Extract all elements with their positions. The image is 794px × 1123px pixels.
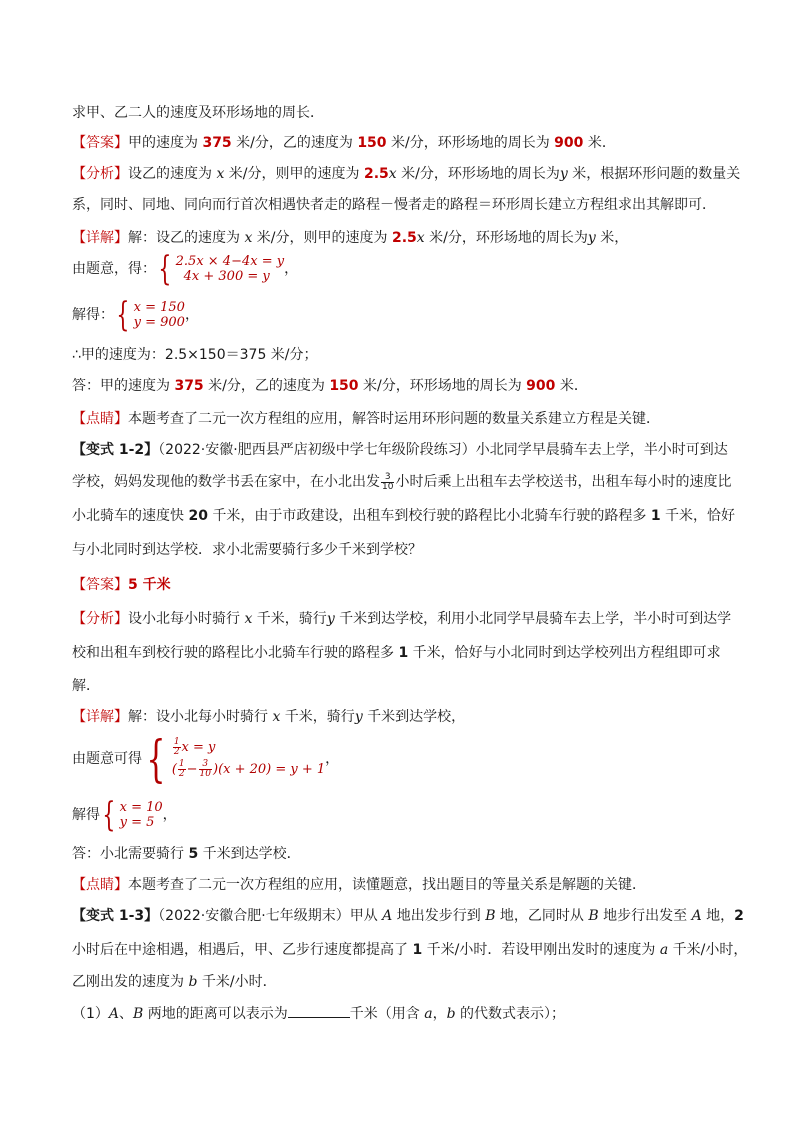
variant-1-3: 【变式 1-3】（2022·安徽合肥·七年级期末）甲从 A 地出发步行到 B 地，乙同时从 B 地步行出发至 A 地，2	[72, 908, 744, 924]
variant-1-3-line2: 小时后在中途相遇，相遇后，甲、乙步行速度都提高了 1 千米/小时．若设甲刚出发时的速度为 a 千米/小时，	[72, 942, 748, 958]
brace-icon: {	[146, 730, 166, 788]
detail-2: 【详解】解：设小北每小时骑行 x 千米，骑行y 千米到达学校，	[72, 709, 466, 725]
variant-1-2-line3: 小北骑车的速度快 20 千米，由于市政建设，出租车到校行驶的路程比小北骑车行驶的路程多 1 千米，恰好	[72, 508, 736, 524]
equation-system-1: 由题意，得：{ 2.5x × 4−4x = y 4x + 300 = y ，	[72, 249, 299, 289]
brace-icon: {	[102, 795, 116, 835]
analysis-1: 【分析】设乙的速度为 x 米/分，则甲的速度为 2.5x 米/分，环形场地的周长为y 米，根据环形问题的数量关	[72, 166, 741, 182]
detail-1: 【详解】解：设乙的速度为 x 米/分，则甲的速度为 2.5x 米/分，环形场地的周长为y 米，	[72, 230, 629, 246]
equation-system-2: 由题意可得{ $\frac{1}{2}$ x = y ( $\frac{1}{2}$ − $\frac{3}{10}$ )(x + 20) = y + 1 ，	[72, 730, 340, 788]
reply-1: 答：甲的速度为 375 米/分，乙的速度为 150 米/分，环形场地的周长为 900 米．	[72, 378, 588, 394]
problem-text-end: 求甲、乙二人的速度及环形场地的周长．	[72, 105, 324, 121]
fraction: $\frac{3}{10}$	[382, 471, 394, 492]
analysis-2-line2: 校和出租车到校行驶的路程比小北骑车行驶的路程多 1 千米，恰好与小北同时到达学校列出方程组即可求	[72, 645, 721, 661]
brace-icon: {	[116, 295, 130, 335]
solution-2: 解得{ x = 10 y = 5 ，	[72, 795, 177, 835]
answer-1: 【答案】甲的速度为 375 米/分，乙的速度为 150 米/分，环形场地的周长为 900 米．	[72, 135, 616, 151]
analysis-1-line2: 系，同时、同地、同向而行首次相遇快者走的路程－慢者走的路程＝环形周长建立方程组求出其解即可．	[72, 197, 716, 213]
analysis-2: 【分析】设小北每小时骑行 x 千米，骑行y 千米到达学校，利用小北同学早晨骑车去上学，半小时可到达学	[72, 611, 732, 627]
answer-blank[interactable]	[288, 1003, 350, 1018]
reply-2: 答：小北需要骑行 5 千米到达学校．	[72, 846, 301, 862]
variant-1-3-line3: 乙刚出发的速度为 b 千米/小时．	[72, 974, 277, 990]
question-1: （1）A、B 两地的距离可以表示为 千米（用含 a，b 的代数式表示）；	[72, 1003, 565, 1024]
solution-1: 解得：{ x = 150 y = 900 ，	[72, 295, 199, 335]
variant-1-2-line2: 学校，妈妈发现他的数学书丢在家中，在小北出发 $\frac{3}{10}$ 小时后乘上出租车去学校送书，出租车每小时的速度比	[72, 471, 732, 492]
fraction-3-10: $\frac{3}{10}$	[199, 759, 211, 779]
comment-2: 【点睛】本题考查了二元一次方程组的应用，读懂题意，找出题目的等量关系是解题的关键．	[72, 877, 646, 893]
answer-2: 【答案】5 千米	[72, 577, 171, 593]
fraction-half: $\frac{1}{2}$	[173, 737, 180, 757]
variant-1-2: 【变式 1-2】（2022·安徽·肥西县严店初级中学七年级阶段练习）小北同学早晨骑车去上学，半小时可到达	[72, 442, 728, 458]
analysis-2-line3: 解．	[72, 678, 100, 694]
comment-1: 【点睛】本题考查了二元一次方程组的应用，解答时运用环形问题的数量关系建立方程是关键．	[72, 411, 660, 427]
variant-1-2-line4: 与小北同时到达学校．求小北需要骑行多少千米到学校？	[72, 542, 422, 558]
fraction-half: $\frac{1}{2}$	[178, 759, 185, 779]
speed-result: ∴甲的速度为：2.5×150＝375 米/分；	[72, 347, 318, 363]
brace-icon: {	[158, 249, 172, 289]
